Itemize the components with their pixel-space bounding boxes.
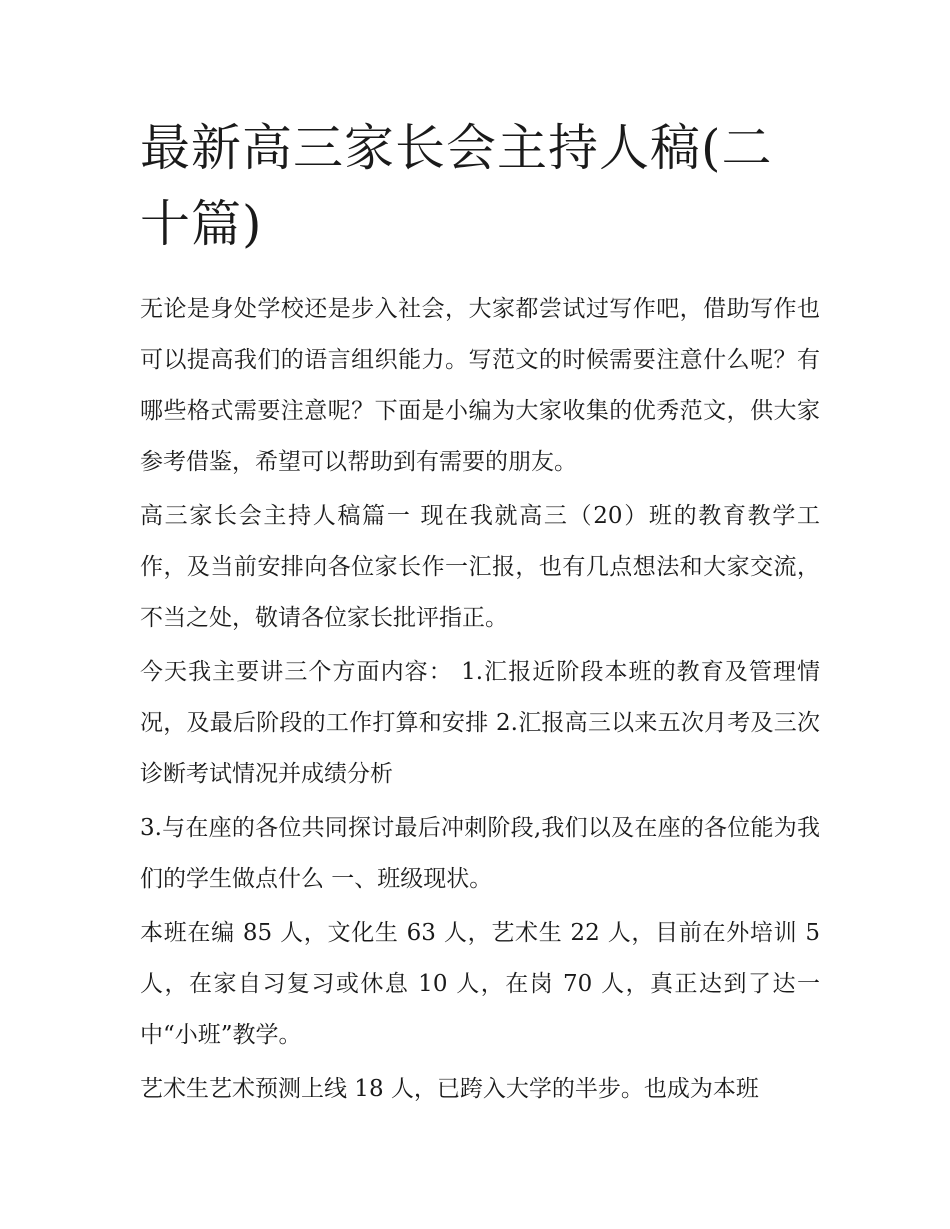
document-page xyxy=(140,110,820,1118)
paragraph-agenda-item-3: 3.与在座的各位共同探讨最后冲刺阶段,我们以及在座的各位能为我们的学生做点什么 一、班级现状。 xyxy=(140,815,820,892)
paragraph-intro: 无论是身处学校还是步入社会，大家都尝试过写作吧，借助写作也可以提高我们的语言组织能力。写范文的时候需要注意什么呢？有哪些格式需要注意呢？下面是小编为大家收集的优秀范文，供大家参考借鉴，希望可以帮助到有需要的朋友。 xyxy=(140,296,820,475)
paragraph-section-one: 高三家长会主持人稿篇一 现在我就高三（20）班的教育教学工作，及当前安排向各位家长作一汇报，也有几点想法和大家交流，不当之处，敬请各位家长批评指正。 xyxy=(140,503,820,631)
paragraph-agenda: 今天我主要讲三个方面内容： 1.汇报近阶段本班的教育及管理情况，及最后阶段的工作打算和安排 2.汇报高三以来五次月考及三次诊断考试情况并成绩分析 xyxy=(140,659,820,787)
document-title: 最新高三家长会主持人稿(二十篇) xyxy=(140,119,773,253)
paragraph-class-status: 本班在编 85 人，文化生 63 人，艺术生 22 人，目前在外培训 5 人，在家自习复习或休息 10 人，在岗 70 人，真正达到了达一中“小班”教学。 xyxy=(140,920,820,1048)
paragraph-art-students: 艺术生艺术预测上线 18 人，已跨入大学的半步。也成为本班 xyxy=(140,1076,759,1102)
